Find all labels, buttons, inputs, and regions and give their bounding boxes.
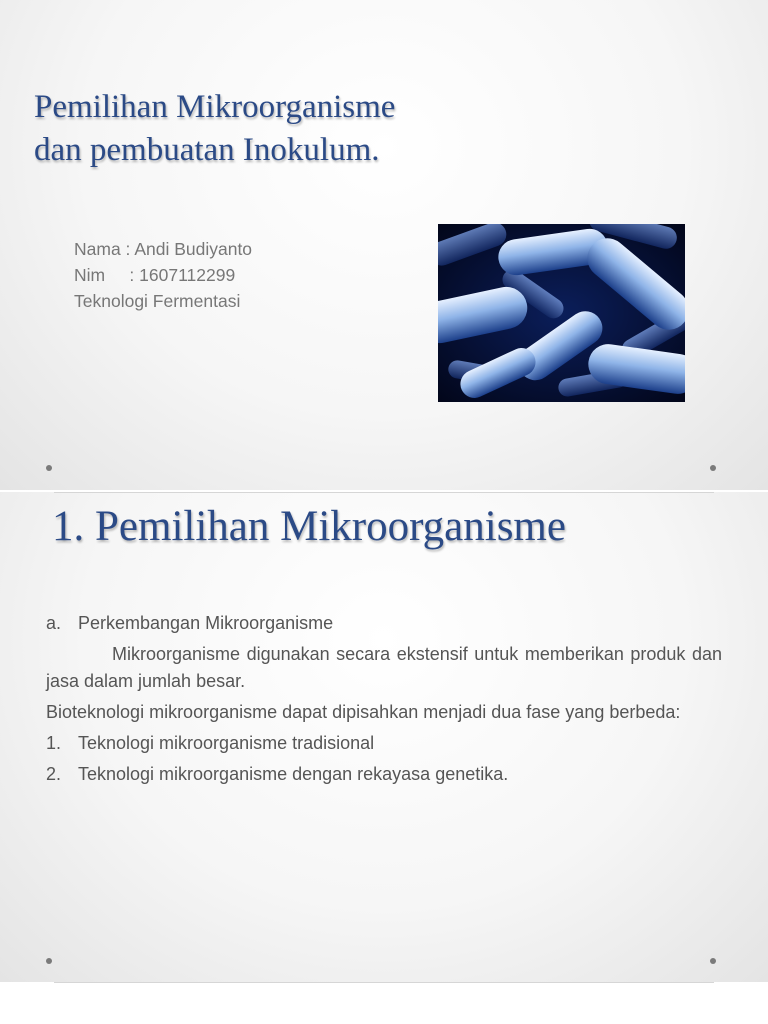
bacteria-image (438, 224, 685, 402)
list-item-text: Teknologi mikroorganisme tradisional (78, 733, 375, 753)
list-item-number: 1. (46, 733, 62, 753)
author-info (74, 236, 252, 314)
slide-1-title-line-2: dan pembuatan Inokulum. (34, 132, 380, 168)
info-value-nim: 1607112299 (139, 265, 236, 285)
bacteria-illustration (438, 224, 685, 402)
list-item-number: 2. (46, 764, 62, 784)
slide-2-corner-dot-left (46, 958, 52, 964)
paragraph-2: Bioteknologi mikroorganisme dapat dipisahkan menjadi dua fase yang berbeda: (46, 702, 681, 722)
subheading-text: Perkembangan Mikroorganisme (78, 613, 334, 633)
slide-1-title (34, 86, 534, 172)
slide-2-top-line (54, 492, 714, 493)
info-course: Teknologi Fermentasi (74, 291, 241, 311)
info-value-nama: Andi Budiyanto (134, 239, 253, 259)
info-row-nim: Nim : 1607112299 (74, 265, 236, 285)
slide-2-body (46, 610, 722, 792)
subheading-marker: a. (46, 613, 62, 633)
paragraph-1: Mikroorganisme digunakan secara ekstensif untuk memberikan produk dan jasa dalam jumlah besar. (46, 644, 722, 691)
slide-2-corner-dot-right (710, 958, 716, 964)
list-item (46, 761, 722, 788)
slide-2-title: 1. Pemilihan Mikroorganisme (52, 503, 566, 550)
slide-1-corner-dot-right (710, 465, 716, 471)
list-item (46, 730, 722, 757)
list-item-text: Teknologi mikroorganisme dengan rekayasa genetika. (78, 764, 509, 784)
slide-2-bottom-line (54, 982, 714, 983)
subheading (46, 610, 722, 637)
slide-1-corner-dot-left (46, 465, 52, 471)
info-row-nama: Nama : Andi Budiyanto (74, 239, 253, 259)
slide-1 (0, 0, 768, 490)
slide-1-title-line-1: Pemilihan Mikroorganisme (34, 89, 396, 125)
info-label-nama: Nama (74, 239, 121, 259)
info-label-nim: Nim (74, 265, 106, 285)
